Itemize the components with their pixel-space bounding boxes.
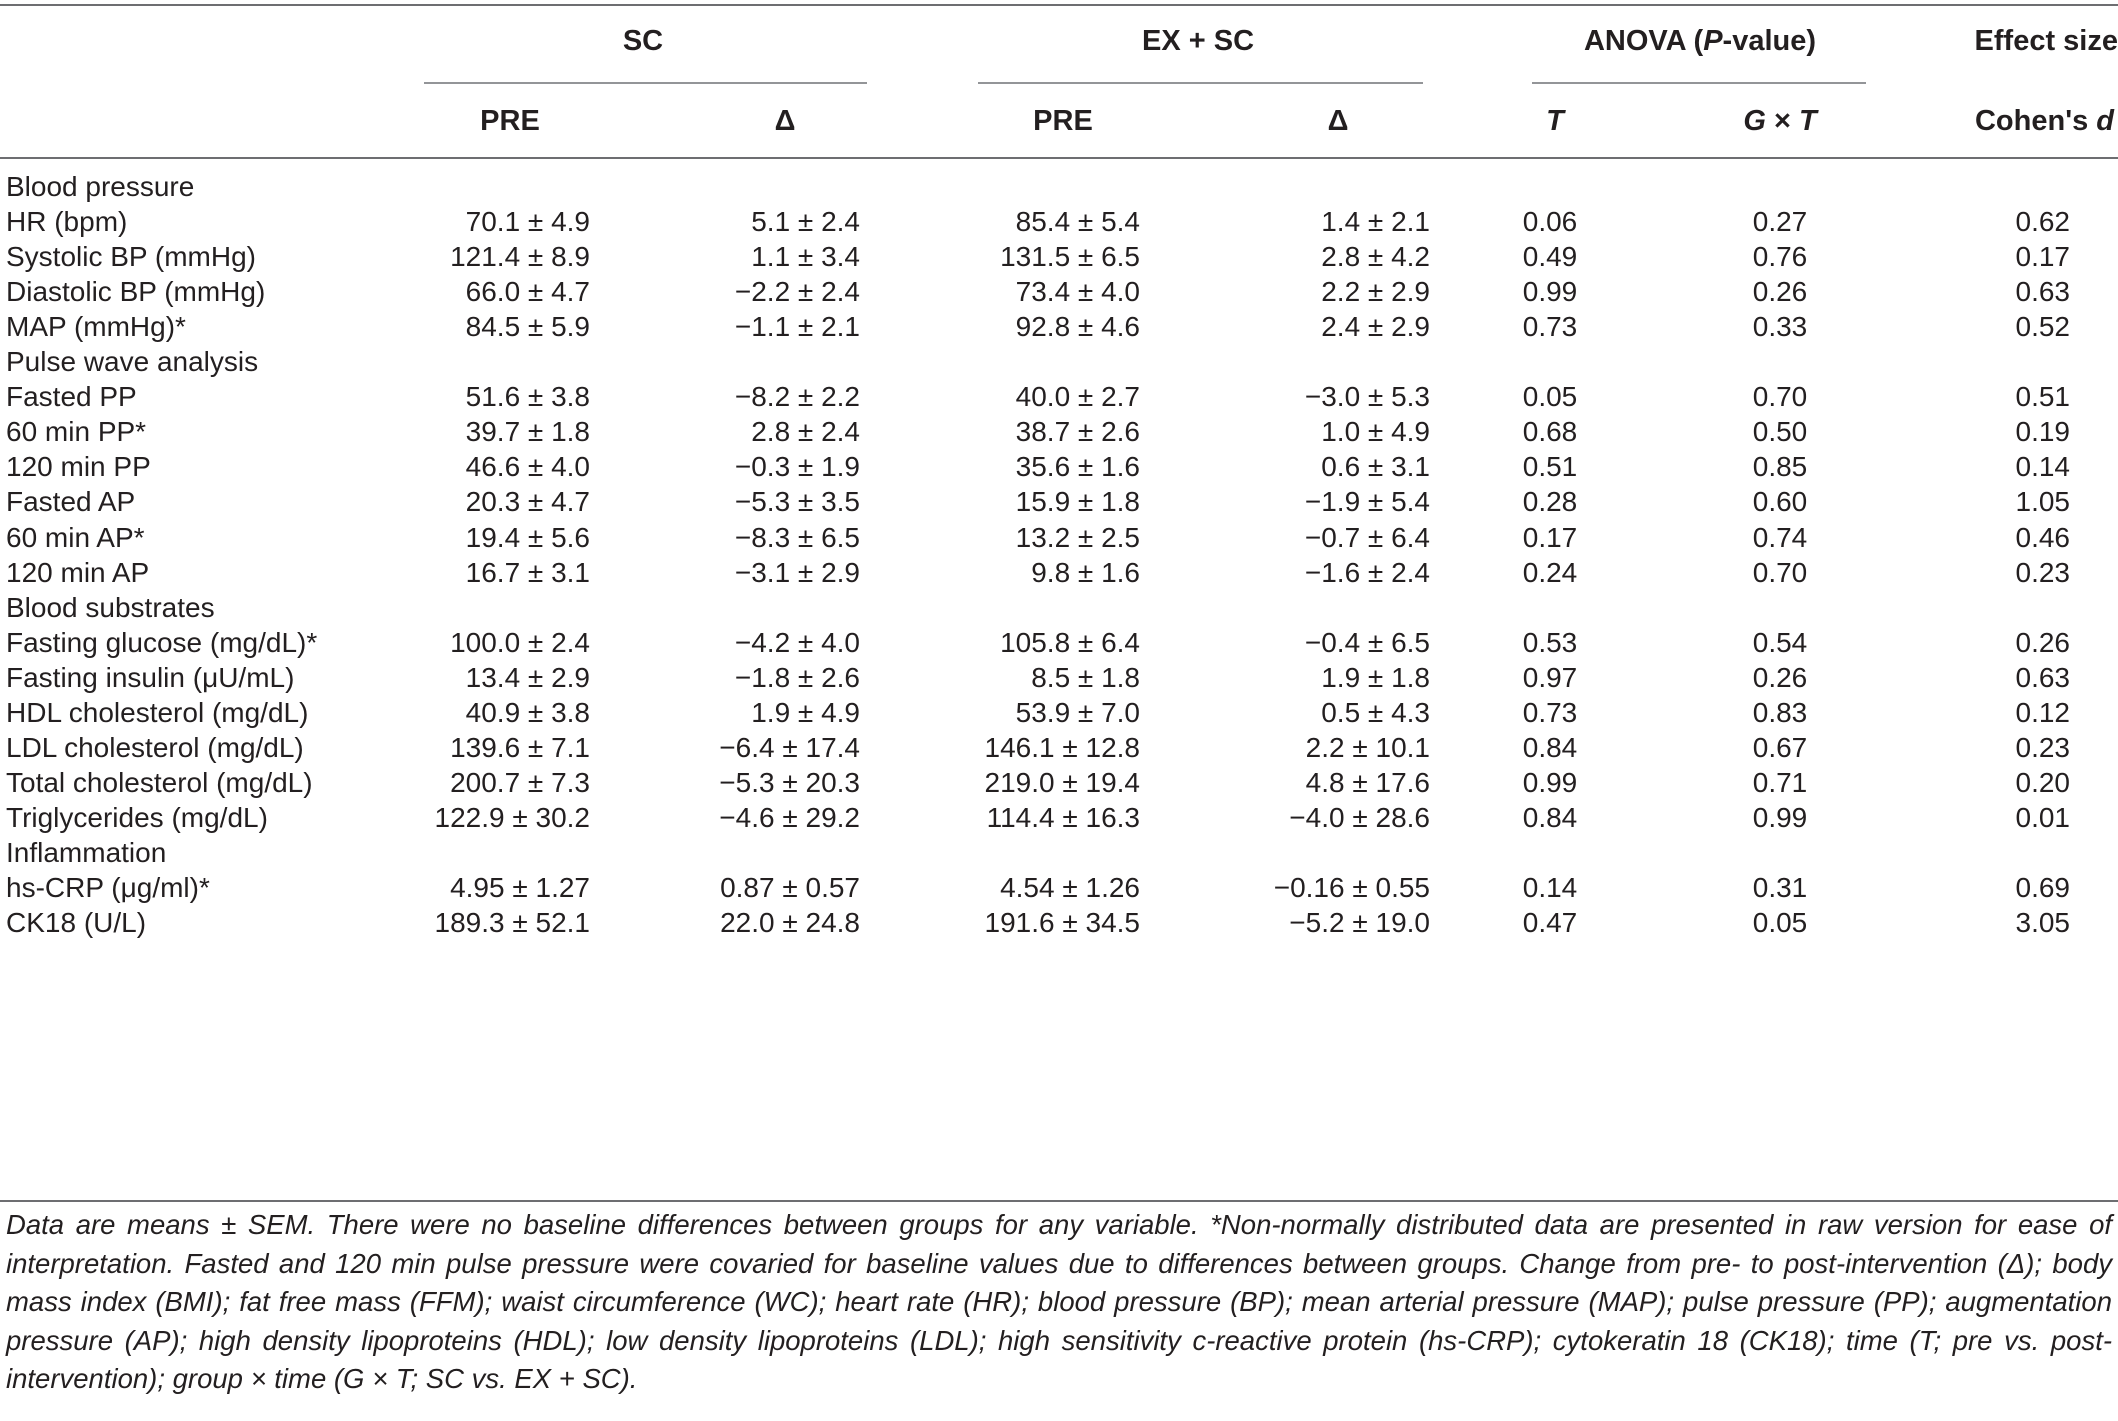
cell-exsc-delta: 4.8 ± 17.6 bbox=[1305, 766, 1430, 798]
cell-cohens-d: 1.05 bbox=[2015, 486, 2070, 518]
cell-anova-t: 0.24 bbox=[1522, 556, 1578, 588]
cell-exsc-pre: 219.0 ± 19.4 bbox=[984, 766, 1140, 798]
cell-sc-pre: 200.7 ± 7.3 bbox=[450, 766, 590, 798]
cell-sc-pre: 84.5 ± 5.9 bbox=[465, 311, 590, 343]
cell-exsc-delta: 2.8 ± 4.2 bbox=[1321, 241, 1430, 273]
cell-anova-gxt: 0.83 bbox=[1752, 696, 1808, 728]
cell-exsc-pre: 131.5 ± 6.5 bbox=[1000, 241, 1140, 273]
cell-sc-pre: 51.6 ± 3.8 bbox=[465, 381, 590, 413]
cell-cohens-d: 0.12 bbox=[2015, 696, 2070, 728]
cell-exsc-delta: 2.4 ± 2.9 bbox=[1321, 311, 1430, 343]
cell-cohens-d: 0.14 bbox=[2015, 451, 2070, 483]
cell-exsc-pre: 15.9 ± 1.8 bbox=[1015, 486, 1140, 518]
section-label: Blood pressure bbox=[6, 171, 195, 202]
anova-subheader-rule bbox=[1532, 82, 1866, 84]
cell-anova-gxt: 0.26 bbox=[1752, 276, 1808, 308]
cell-cohens-d: 0.52 bbox=[2015, 311, 2070, 343]
cell-sc-delta: 0.87 ± 0.57 bbox=[720, 872, 860, 903]
cell-cohens-d: 0.63 bbox=[2015, 276, 2070, 308]
table-top-rule bbox=[0, 4, 2118, 6]
cell-cohens-d: 0.62 bbox=[2015, 206, 2070, 238]
cell-anova-t: 0.17 bbox=[1522, 521, 1578, 553]
cell-sc-pre: 66.0 ± 4.7 bbox=[465, 276, 590, 308]
cell-anova-t: 0.28 bbox=[1522, 486, 1578, 518]
cell-anova-gxt: 0.99 bbox=[1752, 801, 1808, 833]
table-footnote: Data are means ± SEM. There were no baseline differences between groups for any variable. *Non-normally distributed data are presented in raw version for ease of interpretation. Fasted and 120 min pulse pressure were covaried for baseline values due to differences between groups. Change from pre- to post-intervention (Δ); body mass index (BMI); fat free mass (FFM); waist circumference (WC); heart rate (HR); blood pressure (BP); mean arterial pressure (MAP); pulse pressure (PP); augmentation pressure (AP); high density lipoproteins (HDL); low density lipoproteins (LDL); high sensitivity c-reactive protein (hs-CRP); cytokeratin 18 (CK18); time (T; pre vs. post-intervention); group × time (G × T; SC vs. EX + SC). bbox=[6, 1209, 2112, 1394]
cell-sc-pre: 100.0 ± 2.4 bbox=[450, 626, 590, 658]
cell-sc-pre: 16.7 ± 3.1 bbox=[465, 556, 590, 588]
cell-exsc-delta: −1.6 ± 2.4 bbox=[1304, 556, 1430, 588]
section-label: Pulse wave analysis bbox=[6, 346, 259, 378]
cell-cohens-d: 0.63 bbox=[2015, 661, 2070, 693]
row-label: 120 min PP bbox=[6, 451, 151, 483]
cell-exsc-pre: 114.4 ± 16.3 bbox=[986, 801, 1140, 833]
cell-sc-delta: −6.4 ± 17.4 bbox=[719, 731, 860, 763]
header-cohens-d: Cohen's d bbox=[1974, 105, 2114, 137]
cell-exsc-pre: 8.5 ± 1.8 bbox=[1031, 661, 1140, 693]
cell-exsc-pre: 38.7 ± 2.6 bbox=[1015, 416, 1140, 448]
cell-sc-pre: 19.4 ± 5.6 bbox=[465, 521, 590, 553]
header-sc-group: SC bbox=[622, 25, 664, 57]
row-label: 60 min PP* bbox=[6, 416, 147, 448]
cell-anova-t: 0.06 bbox=[1522, 206, 1578, 238]
cell-anova-gxt: 0.76 bbox=[1752, 241, 1808, 273]
cell-cohens-d: 0.51 bbox=[2015, 381, 2070, 413]
row-label: LDL cholesterol (mg/dL) bbox=[6, 731, 304, 763]
cell-anova-gxt: 0.31 bbox=[1752, 872, 1808, 903]
cell-exsc-delta: 0.6 ± 3.1 bbox=[1321, 451, 1430, 483]
cell-exsc-pre: 146.1 ± 12.8 bbox=[984, 731, 1140, 763]
cell-sc-delta: −8.2 ± 2.2 bbox=[734, 381, 860, 413]
row-label: Diastolic BP (mmHg) bbox=[6, 276, 266, 308]
cell-cohens-d: 0.26 bbox=[2015, 626, 2070, 658]
cell-exsc-pre: 4.54 ± 1.26 bbox=[1000, 872, 1140, 903]
header-exsc-pre: PRE bbox=[1033, 105, 1093, 137]
cell-anova-t: 0.99 bbox=[1522, 766, 1578, 798]
cell-anova-t: 0.49 bbox=[1522, 241, 1578, 273]
cell-anova-t: 0.99 bbox=[1522, 276, 1578, 308]
cell-exsc-delta: 2.2 ± 10.1 bbox=[1305, 731, 1430, 763]
row-label: Systolic BP (mmHg) bbox=[6, 241, 256, 273]
cell-anova-gxt: 0.60 bbox=[1752, 486, 1808, 518]
cell-sc-delta: −0.3 ± 1.9 bbox=[734, 451, 860, 483]
cell-anova-gxt: 0.05 bbox=[1752, 907, 1808, 939]
cell-exsc-pre: 9.8 ± 1.6 bbox=[1031, 556, 1140, 588]
cell-exsc-pre: 73.4 ± 4.0 bbox=[1015, 276, 1140, 308]
cell-sc-delta: 1.1 ± 3.4 bbox=[751, 241, 860, 273]
cell-sc-delta: −8.3 ± 6.5 bbox=[734, 521, 860, 553]
cell-exsc-pre: 40.0 ± 2.7 bbox=[1015, 381, 1140, 413]
cell-anova-gxt: 0.67 bbox=[1752, 731, 1808, 763]
cell-sc-pre: 139.6 ± 7.1 bbox=[450, 731, 590, 763]
header-time: T bbox=[1546, 105, 1564, 137]
cell-anova-gxt: 0.71 bbox=[1752, 766, 1808, 798]
cell-sc-pre: 189.3 ± 52.1 bbox=[434, 907, 590, 939]
cell-anova-gxt: 0.74 bbox=[1752, 521, 1808, 553]
cell-anova-t: 0.84 bbox=[1522, 801, 1578, 833]
row-label: Fasting insulin (μU/mL) bbox=[6, 661, 295, 693]
cell-anova-t: 0.73 bbox=[1522, 696, 1578, 728]
cell-anova-gxt: 0.27 bbox=[1752, 206, 1808, 238]
cell-sc-delta: −1.1 ± 2.1 bbox=[734, 311, 860, 343]
row-label: HDL cholesterol (mg/dL) bbox=[6, 696, 309, 728]
sc-subheader-rule bbox=[424, 82, 867, 84]
header-sc-delta: Δ bbox=[774, 105, 796, 137]
cell-anova-t: 0.51 bbox=[1522, 451, 1578, 483]
cell-sc-pre: 122.9 ± 30.2 bbox=[434, 801, 590, 833]
row-label: Fasted PP bbox=[6, 381, 137, 413]
cell-anova-t: 0.97 bbox=[1522, 661, 1578, 693]
cell-exsc-delta: −3.0 ± 5.3 bbox=[1304, 381, 1430, 413]
cell-sc-pre: 70.1 ± 4.9 bbox=[465, 206, 590, 238]
row-label: Total cholesterol (mg/dL) bbox=[6, 766, 313, 798]
cell-sc-delta: −5.3 ± 20.3 bbox=[719, 766, 860, 798]
cell-sc-delta: 5.1 ± 2.4 bbox=[751, 206, 860, 238]
cell-anova-t: 0.47 bbox=[1522, 907, 1578, 939]
cell-cohens-d: 0.17 bbox=[2015, 241, 2070, 273]
cell-sc-pre: 20.3 ± 4.7 bbox=[465, 486, 590, 518]
cell-exsc-delta: 1.0 ± 4.9 bbox=[1321, 416, 1430, 448]
row-label: hs-CRP (μg/ml)* bbox=[6, 872, 210, 903]
row-label: HR (bpm) bbox=[6, 206, 128, 238]
cell-anova-gxt: 0.26 bbox=[1752, 661, 1808, 693]
cell-exsc-pre: 92.8 ± 4.6 bbox=[1015, 311, 1140, 343]
cell-sc-delta: 1.9 ± 4.9 bbox=[751, 696, 860, 728]
row-label: Fasting glucose (mg/dL)* bbox=[6, 626, 318, 658]
cell-exsc-pre: 53.9 ± 7.0 bbox=[1015, 696, 1140, 728]
cell-exsc-delta: −0.4 ± 6.5 bbox=[1304, 626, 1430, 658]
cell-anova-t: 0.53 bbox=[1522, 626, 1578, 658]
cell-cohens-d: 0.23 bbox=[2015, 731, 2070, 763]
cell-exsc-pre: 105.8 ± 6.4 bbox=[1000, 626, 1140, 658]
row-label: 60 min AP* bbox=[6, 521, 145, 553]
cell-anova-gxt: 0.33 bbox=[1752, 311, 1808, 343]
cell-cohens-d: 0.01 bbox=[2015, 801, 2070, 833]
cell-anova-t: 0.73 bbox=[1522, 311, 1578, 343]
cell-exsc-delta: −0.16 ± 0.55 bbox=[1273, 872, 1430, 903]
cell-anova-gxt: 0.70 bbox=[1752, 556, 1808, 588]
cell-sc-delta: 22.0 ± 24.8 bbox=[720, 907, 860, 939]
cell-exsc-delta: 2.2 ± 2.9 bbox=[1321, 276, 1430, 308]
cell-sc-pre: 4.95 ± 1.27 bbox=[450, 872, 590, 903]
cell-exsc-delta: −0.7 ± 6.4 bbox=[1304, 521, 1430, 553]
cell-exsc-delta: −4.0 ± 28.6 bbox=[1289, 801, 1430, 833]
table-bottom-rule bbox=[0, 1200, 2118, 1202]
cell-exsc-pre: 191.6 ± 34.5 bbox=[984, 907, 1140, 939]
cell-sc-delta: −5.3 ± 3.5 bbox=[734, 486, 860, 518]
cell-exsc-pre: 13.2 ± 2.5 bbox=[1015, 521, 1140, 553]
row-label: CK18 (U/L) bbox=[6, 907, 147, 939]
cell-anova-t: 0.05 bbox=[1522, 381, 1578, 413]
section-label: Inflammation bbox=[6, 836, 167, 868]
cell-cohens-d: 0.19 bbox=[2015, 416, 2070, 448]
exsc-subheader-rule bbox=[978, 82, 1423, 84]
header-bottom-rule bbox=[0, 157, 2118, 159]
cell-anova-t: 0.68 bbox=[1522, 416, 1578, 448]
cell-exsc-delta: −5.2 ± 19.0 bbox=[1289, 907, 1430, 939]
cell-sc-delta: −4.6 ± 29.2 bbox=[719, 801, 860, 833]
cell-anova-t: 0.14 bbox=[1522, 872, 1578, 903]
cell-cohens-d: 0.69 bbox=[2015, 872, 2070, 903]
cell-sc-delta: −4.2 ± 4.0 bbox=[734, 626, 860, 658]
cell-sc-delta: 2.8 ± 2.4 bbox=[751, 416, 860, 448]
cell-cohens-d: 3.05 bbox=[2015, 907, 2070, 939]
section-label: Blood substrates bbox=[6, 591, 215, 623]
header-exsc-group: EX + SC bbox=[1141, 25, 1255, 57]
header-sc-pre: PRE bbox=[480, 105, 540, 137]
cell-sc-pre: 39.7 ± 1.8 bbox=[465, 416, 590, 448]
cell-anova-t: 0.84 bbox=[1522, 731, 1578, 763]
table-row bbox=[0, 901, 2118, 948]
header-exsc-delta: Δ bbox=[1327, 105, 1349, 137]
cell-sc-pre: 40.9 ± 3.8 bbox=[465, 696, 590, 728]
cell-exsc-delta: 1.4 ± 2.1 bbox=[1321, 206, 1430, 238]
cell-sc-delta: −1.8 ± 2.6 bbox=[734, 661, 860, 693]
cell-anova-gxt: 0.54 bbox=[1752, 626, 1808, 658]
cell-cohens-d: 0.46 bbox=[2015, 521, 2070, 553]
cell-exsc-pre: 85.4 ± 5.4 bbox=[1015, 206, 1140, 238]
cell-anova-gxt: 0.85 bbox=[1752, 451, 1808, 483]
cell-cohens-d: 0.20 bbox=[2015, 766, 2070, 798]
row-label: 120 min AP bbox=[6, 556, 150, 588]
cell-sc-pre: 121.4 ± 8.9 bbox=[450, 241, 590, 273]
header-group-time: G × T bbox=[1743, 105, 1817, 137]
cell-sc-pre: 13.4 ± 2.9 bbox=[465, 661, 590, 693]
cell-exsc-delta: −1.9 ± 5.4 bbox=[1304, 486, 1430, 518]
cell-sc-delta: −2.2 ± 2.4 bbox=[734, 276, 860, 308]
cell-sc-delta: −3.1 ± 2.9 bbox=[734, 556, 860, 588]
cell-anova-gxt: 0.50 bbox=[1752, 416, 1808, 448]
cell-sc-pre: 46.6 ± 4.0 bbox=[465, 451, 590, 483]
row-label: MAP (mmHg)* bbox=[6, 311, 186, 343]
row-label: Fasted AP bbox=[6, 486, 136, 518]
cell-exsc-delta: 1.9 ± 1.8 bbox=[1321, 661, 1430, 693]
cell-anova-gxt: 0.70 bbox=[1752, 381, 1808, 413]
header-anova: ANOVA (P-value) bbox=[1583, 25, 1817, 57]
cell-exsc-pre: 35.6 ± 1.6 bbox=[1015, 451, 1140, 483]
row-label: Triglycerides (mg/dL) bbox=[6, 801, 268, 833]
cell-cohens-d: 0.23 bbox=[2015, 556, 2070, 588]
header-effect-size: Effect size bbox=[1974, 25, 2118, 57]
cell-exsc-delta: 0.5 ± 4.3 bbox=[1321, 696, 1430, 728]
